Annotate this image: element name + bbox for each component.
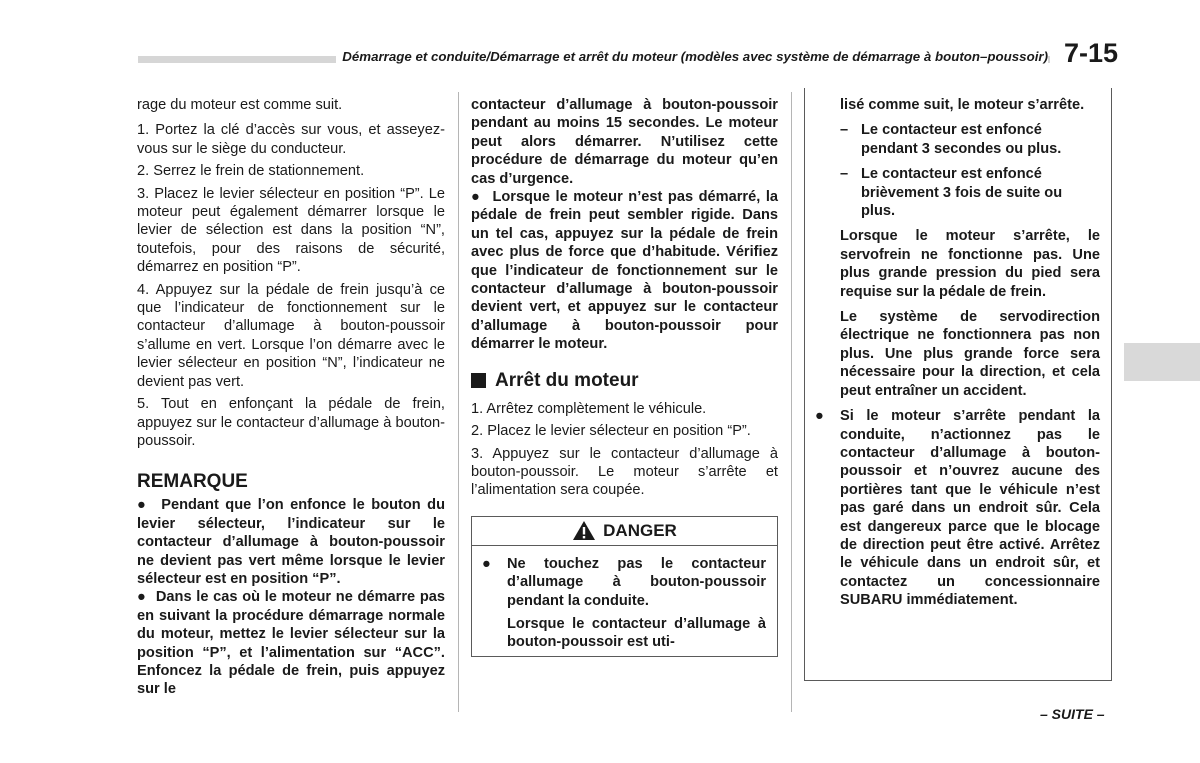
danger-label: DANGER <box>603 520 677 540</box>
remark-bullet-1-text: Pendant que l’on enfonce le bouton du levier sélecteur, l’indicateur sur le contacteur d’allumage à bouton-poussoir ne devient pas vert même lorsque le levier sélecteur est en position “P”. <box>137 497 445 587</box>
remark-heading: REMARQUE <box>137 471 248 493</box>
power-steering-paragraph: Le système de servodirection électrique ne fonctionnera pas non plus. Une plus grande force sera nécessaire pour la direction, et cela peut entraîner un accident. <box>840 309 1100 399</box>
danger-header <box>472 517 777 546</box>
chapter-thumb-tab <box>1124 343 1200 381</box>
dash-mark: – <box>840 122 849 139</box>
start-step-5: 5. Tout en enfonçant la pédale de frein, appuyez sur le contacteur d’allumage à bouton-poussoir. <box>137 396 445 449</box>
column-divider-right <box>791 92 792 712</box>
danger-paragraph: Lorsque le contacteur d’allumage à bouton-poussoir est uti- <box>507 615 766 651</box>
continued-footer: – SUITE – <box>1040 706 1105 722</box>
column-divider-left <box>458 92 459 712</box>
column-1 <box>137 96 445 699</box>
section-title: Arrêt du moteur <box>495 369 639 391</box>
danger-bullet-2 <box>815 407 1100 609</box>
bullet-mark: ● <box>137 497 149 514</box>
start-step-3: 3. Placez le levier sélecteur en position “P”. Le moteur peut également démarrer lorsque le levier de sélection est dans la position “N”, toutefois, pour des raisons de sécurité, démarrez en position “P”. <box>137 185 445 276</box>
section-square-icon <box>471 373 486 388</box>
danger-box <box>471 516 778 657</box>
stop-step-2: 2. Placez le levier sélecteur en position “P”. <box>471 423 751 440</box>
remark-bullet-1 <box>137 496 445 588</box>
danger-bullet-2-text: Si le moteur s’arrête pendant la conduite, n’actionnez pas le contacteur d’allumage à bouton-poussoir et n’ouvrez aucune des portières tant que le véhicule n’est pas garé dans un endroit sûr. Cela est dangereux parce que le blocage de direction peut être activé. Arrêtez le véhicule dans un endroit sûr, et contactez un concessionnaire SUBARU immédiatement. <box>840 408 1100 609</box>
remark-bullet-3-text: Lorsque le moteur n’est pas démarré, la pédale de frein peut sembler rigide. Dans un tel cas, appuyez sur la pédale de frein avec plus de force que d’habitude. Vérifiez que l’indicateur de fonctionnement sur le contacteur d’allumage à bouton-poussoir devient vert, et appuyez sur le contacteur d’allumage à bouton-poussoir pour démarrer le moteur. <box>471 189 778 353</box>
danger-continued-text: lisé comme suit, le moteur s’arrête. <box>840 97 1085 113</box>
bullet-mark: ● <box>815 408 824 425</box>
column-3 <box>815 96 1100 610</box>
bullet-mark: ● <box>482 555 491 572</box>
dash-mark: – <box>840 166 849 183</box>
section-heading <box>471 370 778 392</box>
running-title: Démarrage et conduite/Démarrage et arrêt du moteur (modèles avec système de démarrage à bouton–poussoir) <box>336 49 1048 64</box>
remark-bullet-3 <box>471 188 778 354</box>
start-step-4: 4. Appuyez sur la pédale de frein jusqu’à ce que l’indicateur de fonctionnement sur le contacteur d’allumage à bouton-poussoir s’allume en vert. Lorsque l’on démarre avec le levier sélecteur en position “N”, l’indicateur ne devient pas vert. <box>137 281 445 390</box>
stop-step-3: 3. Appuyez sur le contacteur d’allumage à bouton-poussoir. Le moteur s’arrête et l’alimentation sera coupée. <box>471 445 778 499</box>
remark-bullet-2 <box>137 588 445 698</box>
column-2 <box>471 96 778 657</box>
intro-text: rage du moteur est comme suit. <box>137 97 343 113</box>
remark-continued: contacteur d’allumage à bouton-poussoir pendant au moins 15 secondes. Le moteur peut alors démarrer. N’utilisez cette procédure de démarrage du moteur qu’en cas d’urgence. <box>471 97 778 187</box>
stop-step-1: 1. Arrêtez complètement le véhicule. <box>471 400 707 417</box>
start-step-2: 2. Serrez le frein de stationnement. <box>137 163 365 180</box>
warning-triangle-icon <box>572 520 596 541</box>
dash-item-1 <box>840 121 1100 158</box>
servo-brake-paragraph: Lorsque le moteur s’arrête, le servofrein ne fonctionne pas. Une plus grande pression du pied sera requise sur la pédale de frein. <box>840 228 1100 300</box>
dash-item-2 <box>840 165 1100 220</box>
running-header <box>140 48 1048 66</box>
remark-bullet-2-text: Dans le cas où le moteur ne démarre pas en suivant la procédure démarrage normale du moteur, mettez le levier sélecteur sur la position “P”, et l’alimentation sur “ACC”. Enfoncez la pédale de frein, puis appuyez sur le <box>137 589 445 698</box>
dash-item-1-text: Le contacteur est enfoncé pendant 3 secondes ou plus. <box>861 122 1062 157</box>
page-number: 7-15 <box>1064 38 1119 68</box>
start-step-1: 1. Portez la clé d’accès sur vous, et asseyez-vous sur le siège du conducteur. <box>137 122 445 157</box>
danger-body <box>472 546 777 656</box>
danger-bullet-text: Ne touchez pas le contacteur d’allumage à bouton-poussoir pendant la conduite. <box>507 555 766 609</box>
dash-item-2-text: Le contacteur est enfoncé brièvement 3 fois de suite ou plus. <box>861 166 1063 220</box>
danger-bullet <box>482 555 766 610</box>
bullet-mark: ● <box>137 589 147 606</box>
bullet-mark: ● <box>471 189 482 206</box>
